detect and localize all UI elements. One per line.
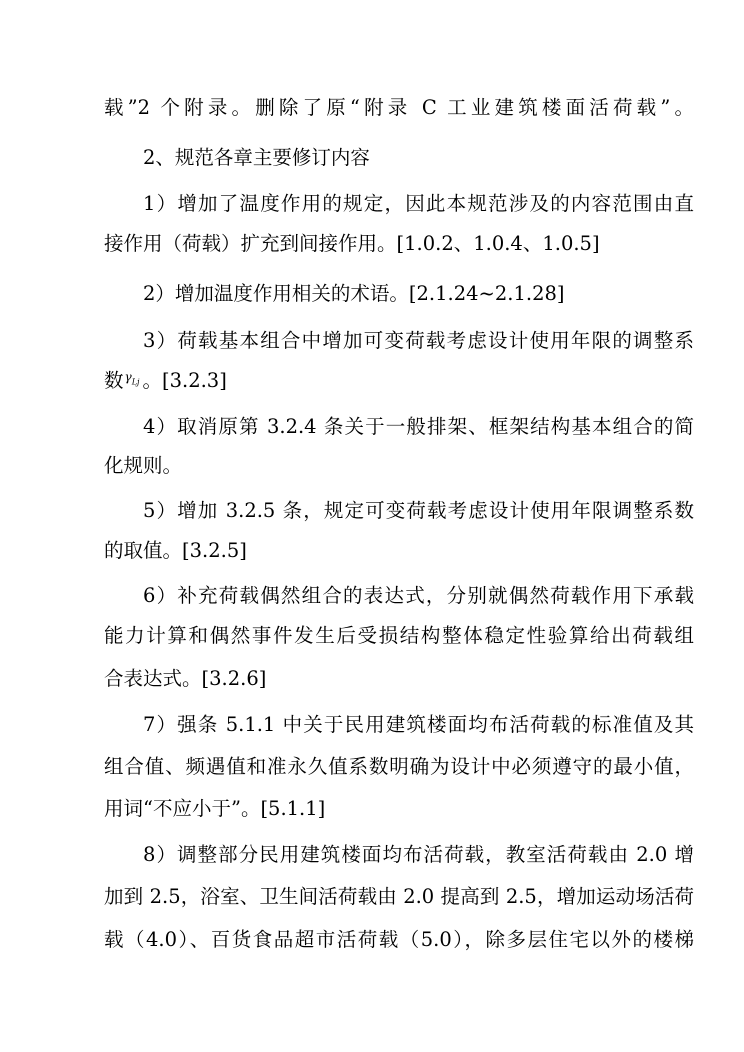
item-3-line-2 — [104, 366, 694, 403]
item-5-line-2: 的取值。[3.2.5] — [104, 539, 247, 562]
item-8-line-1: 8）调整部分民用建筑楼面均布活荷载，教室活荷载由 2.0 增 — [143, 843, 694, 866]
gamma-symbol-base: γ — [124, 370, 132, 384]
item-1-line-2: 接作用（荷载）扩充到间接作用。[1.0.2、1.0.4、1.0.5] — [104, 232, 600, 255]
item-1-line-1: 1）增加了温度作用的规定，因此本规范涉及的内容范围由直 — [143, 192, 694, 215]
item-6-line-2: 能力计算和偶然事件发生后受损结构整体稳定性验算给出荷载组 — [104, 624, 694, 647]
item-4-line-2: 化规则。 — [104, 454, 183, 477]
item-7-line-3: 用词“不应小于”。[5.1.1] — [104, 797, 326, 820]
item-3-line-2-text: 数 — [104, 369, 124, 392]
item-2-line-1: 2）增加温度作用相关的术语。[2.1.24~2.1.28] — [143, 282, 565, 305]
item-4-line-1: 4）取消原第 3.2.4 条关于一般排架、框架结构基本组合的简 — [143, 415, 694, 438]
item-7-line-2: 组合值、频遇值和准永久值系数明确为设计中必须遵守的最小值， — [104, 755, 694, 778]
item-8-line-2: 加到 2.5，浴室、卫生间活荷载由 2.0 提高到 2.5，增加运动场活荷 — [104, 885, 694, 908]
item-5-line-1: 5）增加 3.2.5 条，规定可变荷载考虑设计使用年限调整系数 — [143, 499, 694, 522]
item-3-line-2-ref: 。[3.2.3] — [142, 369, 227, 392]
section-heading: 2、规范各章主要修订内容 — [143, 146, 370, 169]
item-6-line-1: 6）补充荷载偶然组合的表达式，分别就偶然荷载作用下承载 — [143, 584, 694, 607]
item-3-line-1: 3）荷载基本组合中增加可变荷载考虑设计使用年限的调整系 — [143, 329, 694, 352]
gamma-symbol-subscript: Lj — [131, 377, 140, 387]
gamma-lj-symbol — [124, 370, 140, 387]
item-8-line-3: 载（4.0）、百货食品超市活荷载（5.0），除多层住宅以外的楼梯 — [104, 928, 694, 951]
text-line-1: 载”2 个附录。删除了原“附录 C 工业建筑楼面活荷载”。 — [104, 96, 694, 119]
item-7-line-1: 7）强条 5.1.1 中关于民用建筑楼面均布活荷载的标准值及其 — [143, 713, 694, 736]
item-6-line-3: 合表达式。[3.2.6] — [104, 667, 267, 690]
